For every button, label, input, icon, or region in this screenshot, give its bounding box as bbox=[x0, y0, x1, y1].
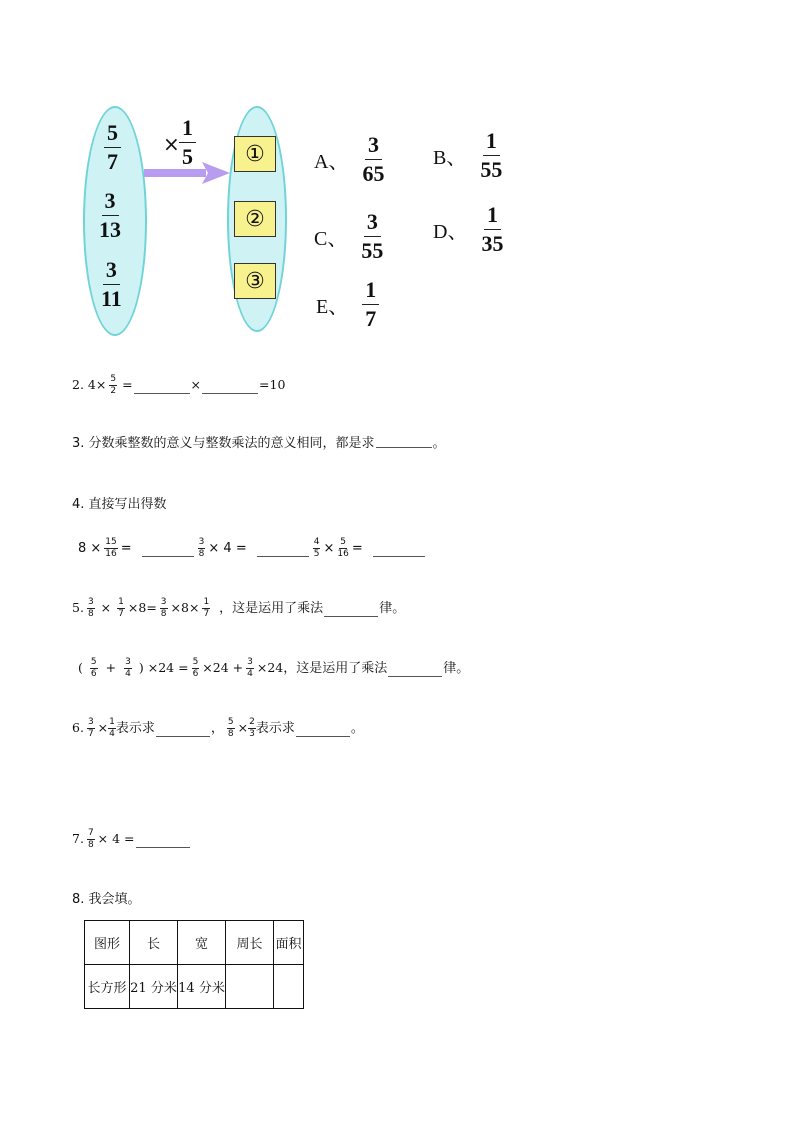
q4-item3-fraction-2: $\frac{5}{16}$ bbox=[337, 537, 349, 559]
q3-answer-blank[interactable] bbox=[376, 446, 432, 448]
q2-fraction: $\frac{5}{2}$ bbox=[110, 374, 117, 396]
question-4-items: 8 × $\frac{15}{16}$ = $\frac{3}{8}$ × 4 = $\frac{4}{5}$ × $\frac{5}{16}$ = bbox=[78, 538, 426, 559]
q5-fraction: $\frac{1}{7}$ bbox=[118, 597, 124, 619]
table-cell: 14 分米 bbox=[178, 965, 226, 1009]
q4-answer-blank-2[interactable] bbox=[257, 555, 309, 557]
q4-item2-fraction: $\frac{3}{8}$ bbox=[198, 537, 205, 559]
table-header-cell: 宽 bbox=[178, 921, 226, 965]
q5-fraction: $\frac{1}{7}$ bbox=[203, 597, 210, 619]
question-5-line-2: ( $\frac{5}{6}$ + $\frac{3}{4}$ ) ×24 = $\frac{5}{6}$ ×24 + $\frac{3}{4}$ ×24 ，这是运用了乘法 律。 bbox=[78, 657, 470, 679]
q2-answer-blank-1[interactable] bbox=[134, 392, 190, 394]
question-3: 3. 分数乘整数的意义与整数乘法的意义相同，都是求 。 bbox=[72, 436, 446, 451]
perimeter-answer-cell[interactable] bbox=[226, 965, 274, 1009]
option-a-fraction: $\frac{3}{65}$ bbox=[362, 132, 385, 186]
question-4-title: 4. 直接写出得数 bbox=[72, 497, 167, 512]
q8-table bbox=[84, 920, 304, 1009]
table-row bbox=[85, 965, 304, 1009]
q5-fraction: $\frac{3}{4}$ bbox=[125, 657, 131, 679]
q4-answer-blank-3[interactable] bbox=[373, 555, 425, 557]
q5-fraction: $\frac{5}{6}$ bbox=[192, 657, 199, 679]
q5-fraction: $\frac{3}{4}$ bbox=[247, 657, 253, 679]
option-b-fraction: $\frac{1}{55}$ bbox=[480, 128, 503, 182]
area-answer-cell[interactable] bbox=[274, 965, 304, 1009]
q4-item1-fraction: $\frac{15}{16}$ bbox=[105, 537, 117, 559]
q5-fraction: $\frac{3}{8}$ bbox=[160, 597, 167, 619]
q7-fraction: $\frac{7}{8}$ bbox=[87, 828, 94, 850]
table-header-cell: 面积 bbox=[274, 921, 304, 965]
q6-fraction: $\frac{1}{4}$ bbox=[109, 717, 115, 739]
left-fraction-3: $\frac{3}{11}$ bbox=[101, 257, 122, 311]
q4-answer-blank-1[interactable] bbox=[142, 555, 194, 557]
multiply-sign: × bbox=[163, 132, 180, 156]
question-5-line-1: 5. $\frac{3}{8}$ × $\frac{1}{7}$ ×8= $\frac{3}{8}$ ×8× $\frac{1}{7}$ ，这是运用了乘法 律。 bbox=[72, 597, 406, 619]
q4-item3-fraction-1: $\frac{4}{5}$ bbox=[313, 537, 320, 559]
multiplier-fraction: $\frac{1}{5}$ bbox=[179, 117, 196, 168]
table-header-row bbox=[85, 921, 304, 965]
option-a: A、 $\frac{3}{65}$ bbox=[314, 132, 385, 186]
q6-answer-blank-2[interactable] bbox=[296, 735, 350, 737]
left-fraction-2: $\frac{3}{13}$ bbox=[99, 188, 121, 242]
q2-answer-blank-2[interactable] bbox=[202, 392, 258, 394]
table-header-cell: 图形 bbox=[85, 921, 130, 965]
q5-fraction: $\frac{5}{6}$ bbox=[90, 657, 97, 679]
result-box-2: ② bbox=[234, 201, 276, 237]
result-box-1: ① bbox=[234, 136, 276, 172]
question-2: 2. 4× $\frac{5}{2}$ = × =10 bbox=[72, 374, 286, 396]
q5-answer-blank-2[interactable] bbox=[388, 675, 442, 677]
q6-answer-blank-1[interactable] bbox=[156, 735, 210, 737]
question-8-title: 8. 我会填。 bbox=[72, 892, 141, 907]
question-7: 7. $\frac{7}{8}$ × 4 = bbox=[72, 829, 191, 850]
table-cell: 21 分米 bbox=[130, 965, 178, 1009]
q6-fraction: $\frac{3}{7}$ bbox=[87, 717, 94, 739]
option-e: E、 $\frac{1}{7}$ bbox=[316, 279, 379, 330]
q6-fraction: $\frac{2}{3}$ bbox=[249, 717, 255, 739]
option-c: C、 $\frac{3}{55}$ bbox=[314, 209, 384, 263]
left-fraction-1: $\frac{5}{7}$ bbox=[104, 122, 121, 173]
q6-fraction: $\frac{5}{8}$ bbox=[227, 717, 234, 739]
table-header-cell: 长 bbox=[130, 921, 178, 965]
option-e-fraction: $\frac{1}{7}$ bbox=[362, 279, 379, 330]
option-d: D、 $\frac{1}{35}$ bbox=[433, 202, 504, 256]
option-d-fraction: $\frac{1}{35}$ bbox=[481, 202, 504, 256]
option-c-fraction: $\frac{3}{55}$ bbox=[361, 209, 384, 263]
table-header-cell: 周长 bbox=[226, 921, 274, 965]
question-6: 6. $\frac{3}{7}$ × $\frac{1}{4}$ 表示求 ， $\frac{5}{8}$ × $\frac{2}{3}$ 表示求 。 bbox=[72, 717, 364, 739]
option-b: B、 $\frac{1}{55}$ bbox=[433, 128, 503, 182]
q5-answer-blank-1[interactable] bbox=[324, 615, 378, 617]
q5-fraction: $\frac{3}{8}$ bbox=[87, 597, 94, 619]
arrow-icon bbox=[144, 160, 232, 186]
q7-answer-blank[interactable] bbox=[136, 846, 190, 848]
table-cell: 长方形 bbox=[85, 965, 130, 1009]
result-box-3: ③ bbox=[234, 263, 276, 299]
